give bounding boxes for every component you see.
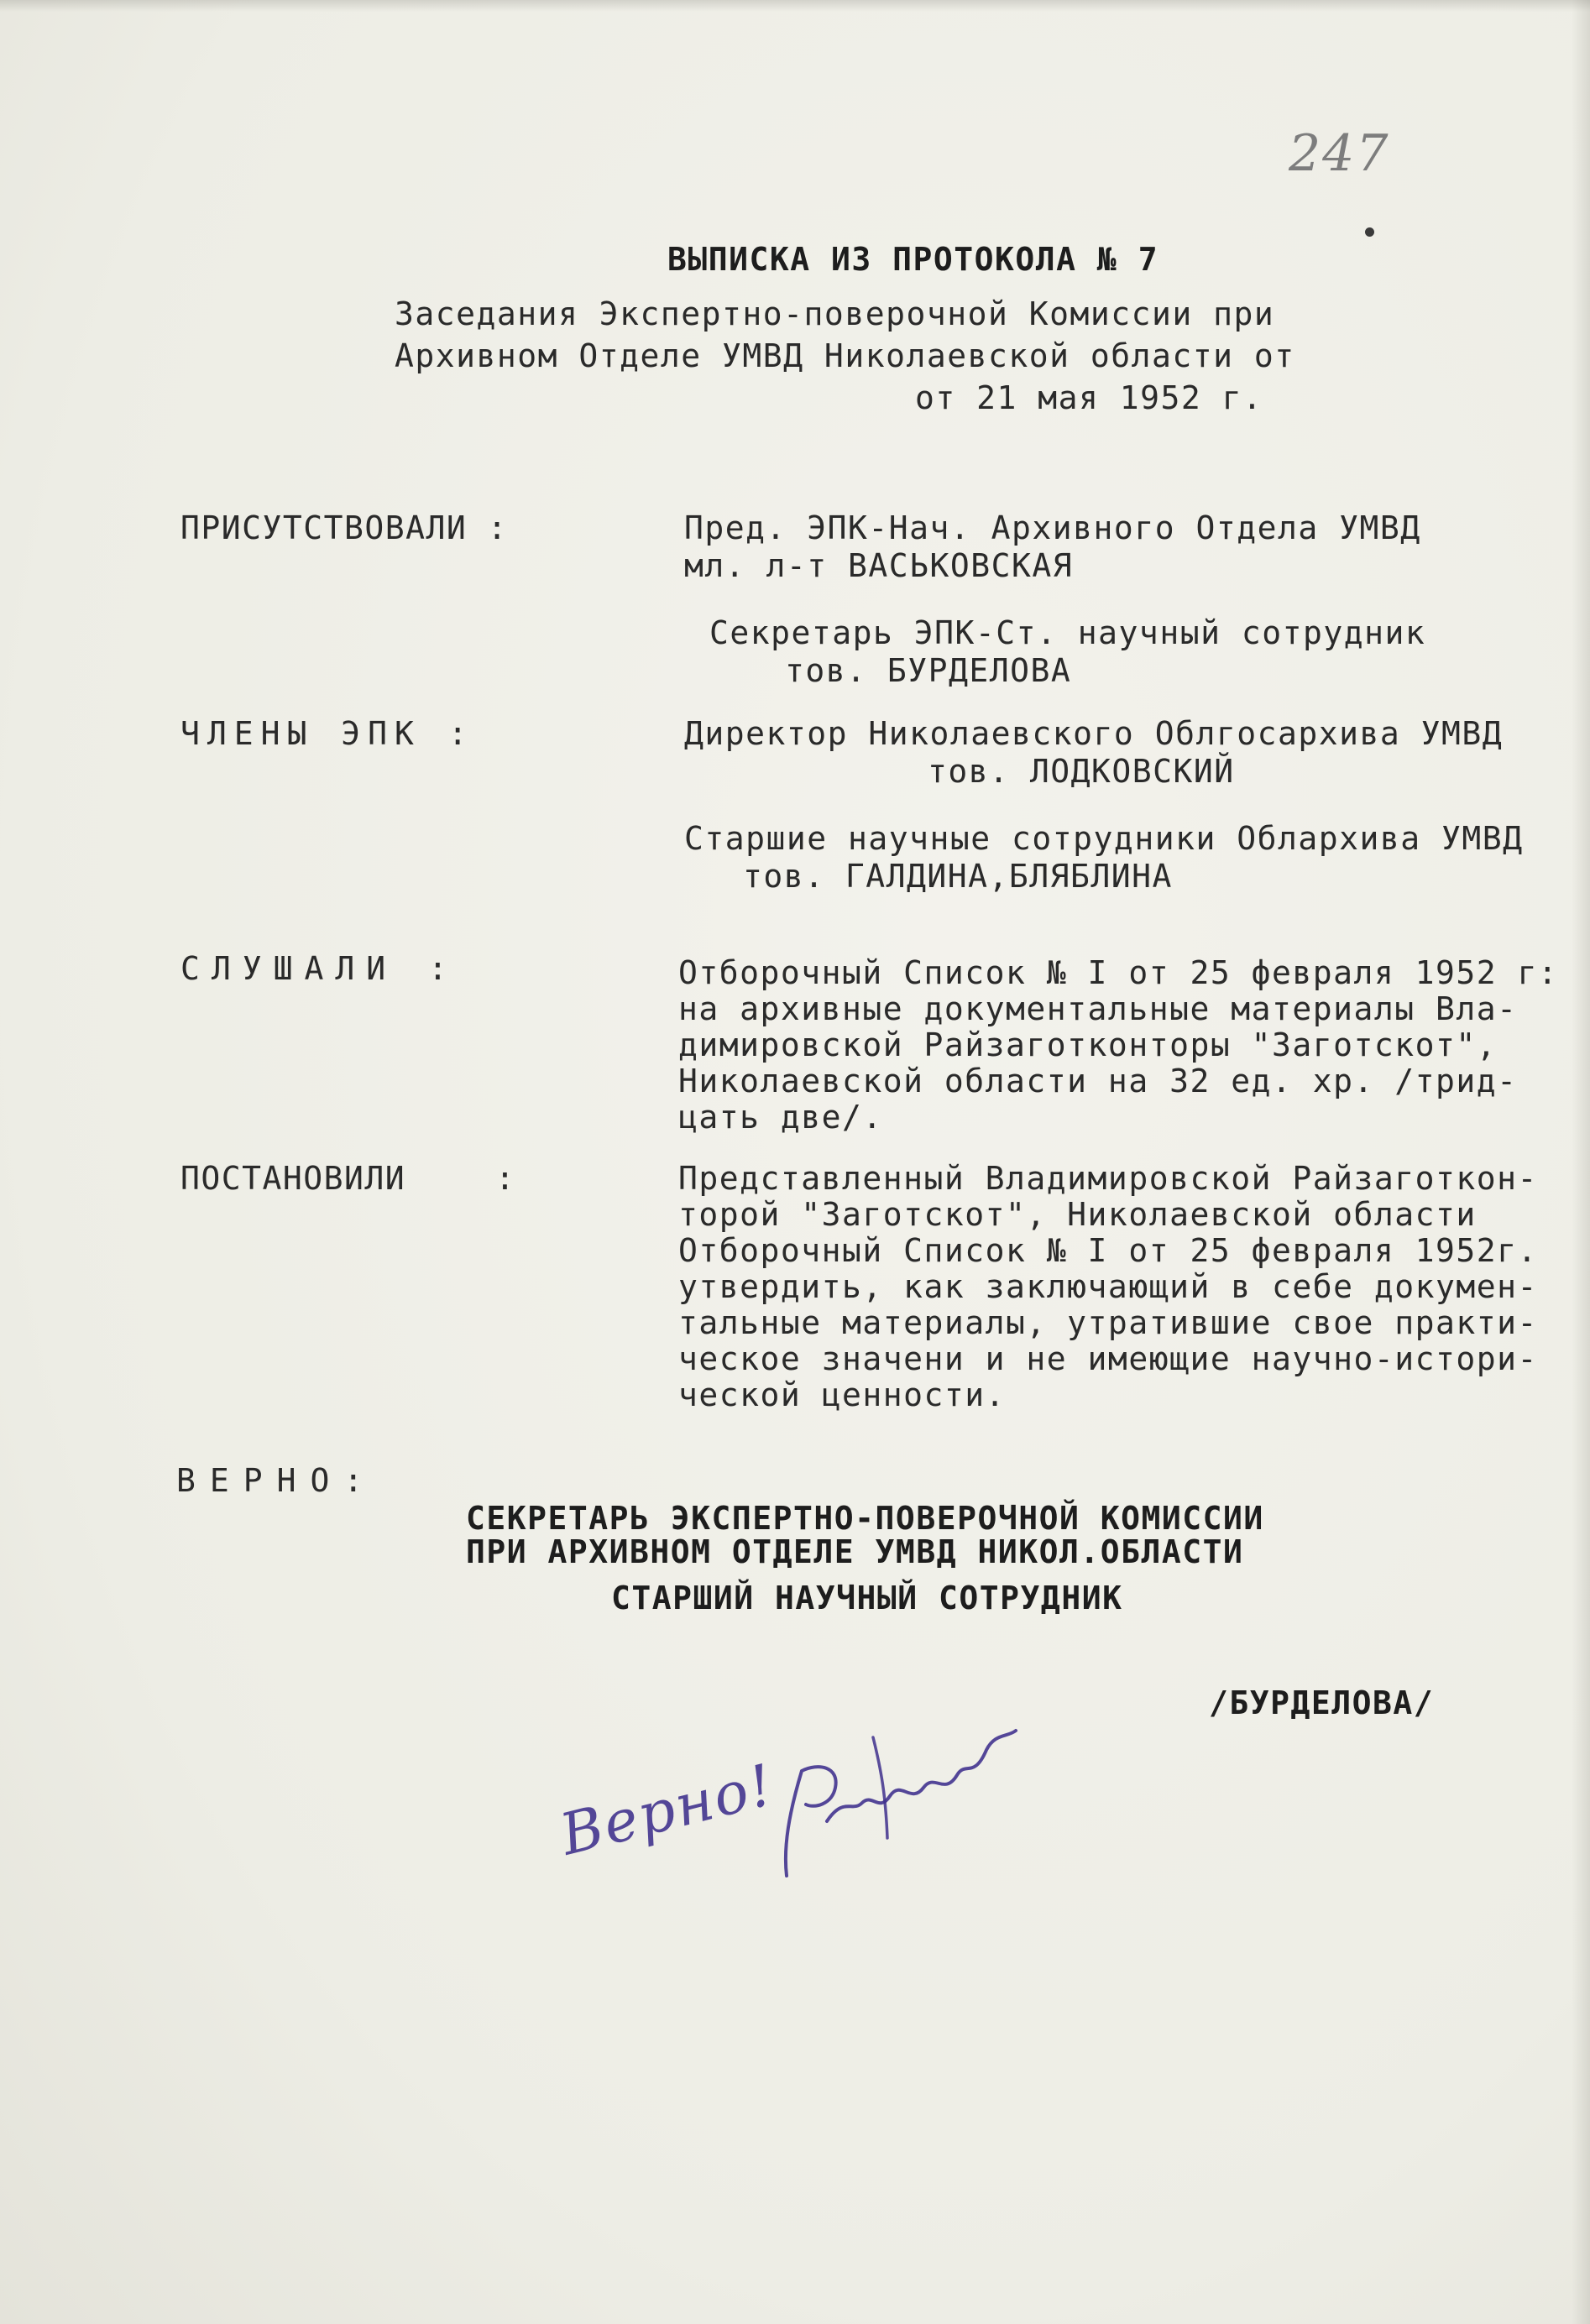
certified-line-2: ПРИ АРХИВНОМ ОТДЕЛЕ УМВД НИКОЛ.ОБЛАСТИ — [466, 1533, 1244, 1570]
resolved-line-4: утвердить, как заключающий в себе докумен- — [678, 1268, 1538, 1305]
scan-top-shadow — [0, 0, 1590, 12]
subtitle-line-2: Архивном Отделе УМВД Николаевской области от — [395, 337, 1295, 374]
scan-edge-shadow — [1572, 0, 1590, 2324]
ink-dot — [1365, 227, 1374, 237]
resolved-line-1: Представленный Владимировской Райзаготкон- — [678, 1160, 1538, 1197]
secretary-line-1: Секретарь ЭПК-Ст. научный сотрудник — [709, 614, 1426, 651]
certified-line-3: СТАРШИЙ НАУЧНЫЙ СОТРУДНИК — [611, 1580, 1123, 1616]
heard-line-4: Николаевской области на 32 ед. хр. /трид- — [678, 1063, 1518, 1099]
certified-label: ВЕРНО: — [176, 1462, 378, 1499]
subtitle-line-3: от 21 мая 1952 г. — [915, 379, 1263, 416]
members-label: ЧЛЕНЫ ЭПК : — [180, 715, 475, 752]
handwritten-certification: Верно! — [554, 1752, 782, 1869]
present-label: ПРИСУТСТВОВАЛИ : — [180, 509, 509, 546]
chair-line-2: мл. л-т ВАСЬКОВСКАЯ — [684, 547, 1074, 584]
heard-line-3: димировской Райзаготконторы "Заготскот", — [678, 1026, 1498, 1063]
resolved-line-6: ческое значени и не имеющие научно-истори- — [678, 1340, 1538, 1377]
director-line-1: Директор Николаевского Облгосархива УМВД — [684, 715, 1504, 752]
resolved-line-2: торой "Заготскот", Николаевской области — [678, 1196, 1477, 1233]
archive-page-number: 247 — [1289, 124, 1390, 183]
heard-label: СЛУШАЛИ : — [180, 950, 459, 987]
resolved-colon: : — [495, 1160, 516, 1197]
resolved-label: ПОСТАНОВИЛИ — [180, 1160, 406, 1197]
heard-line-1: Отборочный Список № I от 25 февраля 1952 г: — [678, 954, 1559, 991]
director-line-2: тов. ЛОДКОВСКИЙ — [928, 753, 1235, 790]
resolved-line-5: тальные материалы, утратившие свое практи- — [678, 1304, 1538, 1341]
resolved-line-3: Отборочный Список № I от 25 февраля 1952г. — [678, 1232, 1538, 1269]
certified-line-1: СЕКРЕТАРЬ ЭКСПЕРТНО-ПОВЕРОЧНОЙ КОМИССИИ — [466, 1500, 1264, 1537]
heard-line-2: на архивные документальные материалы Вла- — [678, 990, 1518, 1027]
subtitle-line-1: Заседания Экспертно-поверочной Комиссии при — [395, 295, 1275, 332]
staff-line-1: Старшие научные сотрудники Облархива УМВД — [684, 820, 1524, 857]
handwritten-signature — [550, 1670, 1020, 1922]
certified-name: /БУРДЕЛОВА/ — [1209, 1684, 1435, 1721]
staff-line-2: тов. ГАЛДИНА,БЛЯБЛИНА — [743, 858, 1173, 895]
resolved-line-7: ческой ценности. — [678, 1376, 1007, 1413]
secretary-line-2: тов. БУРДЕЛОВА — [785, 652, 1072, 689]
chair-line-1: Пред. ЭПК-Нач. Архивного Отдела УМВД — [684, 509, 1421, 546]
document-title: ВЫПИСКА ИЗ ПРОТОКОЛА № 7 — [667, 241, 1159, 278]
heard-line-5: цать две/. — [678, 1099, 883, 1136]
